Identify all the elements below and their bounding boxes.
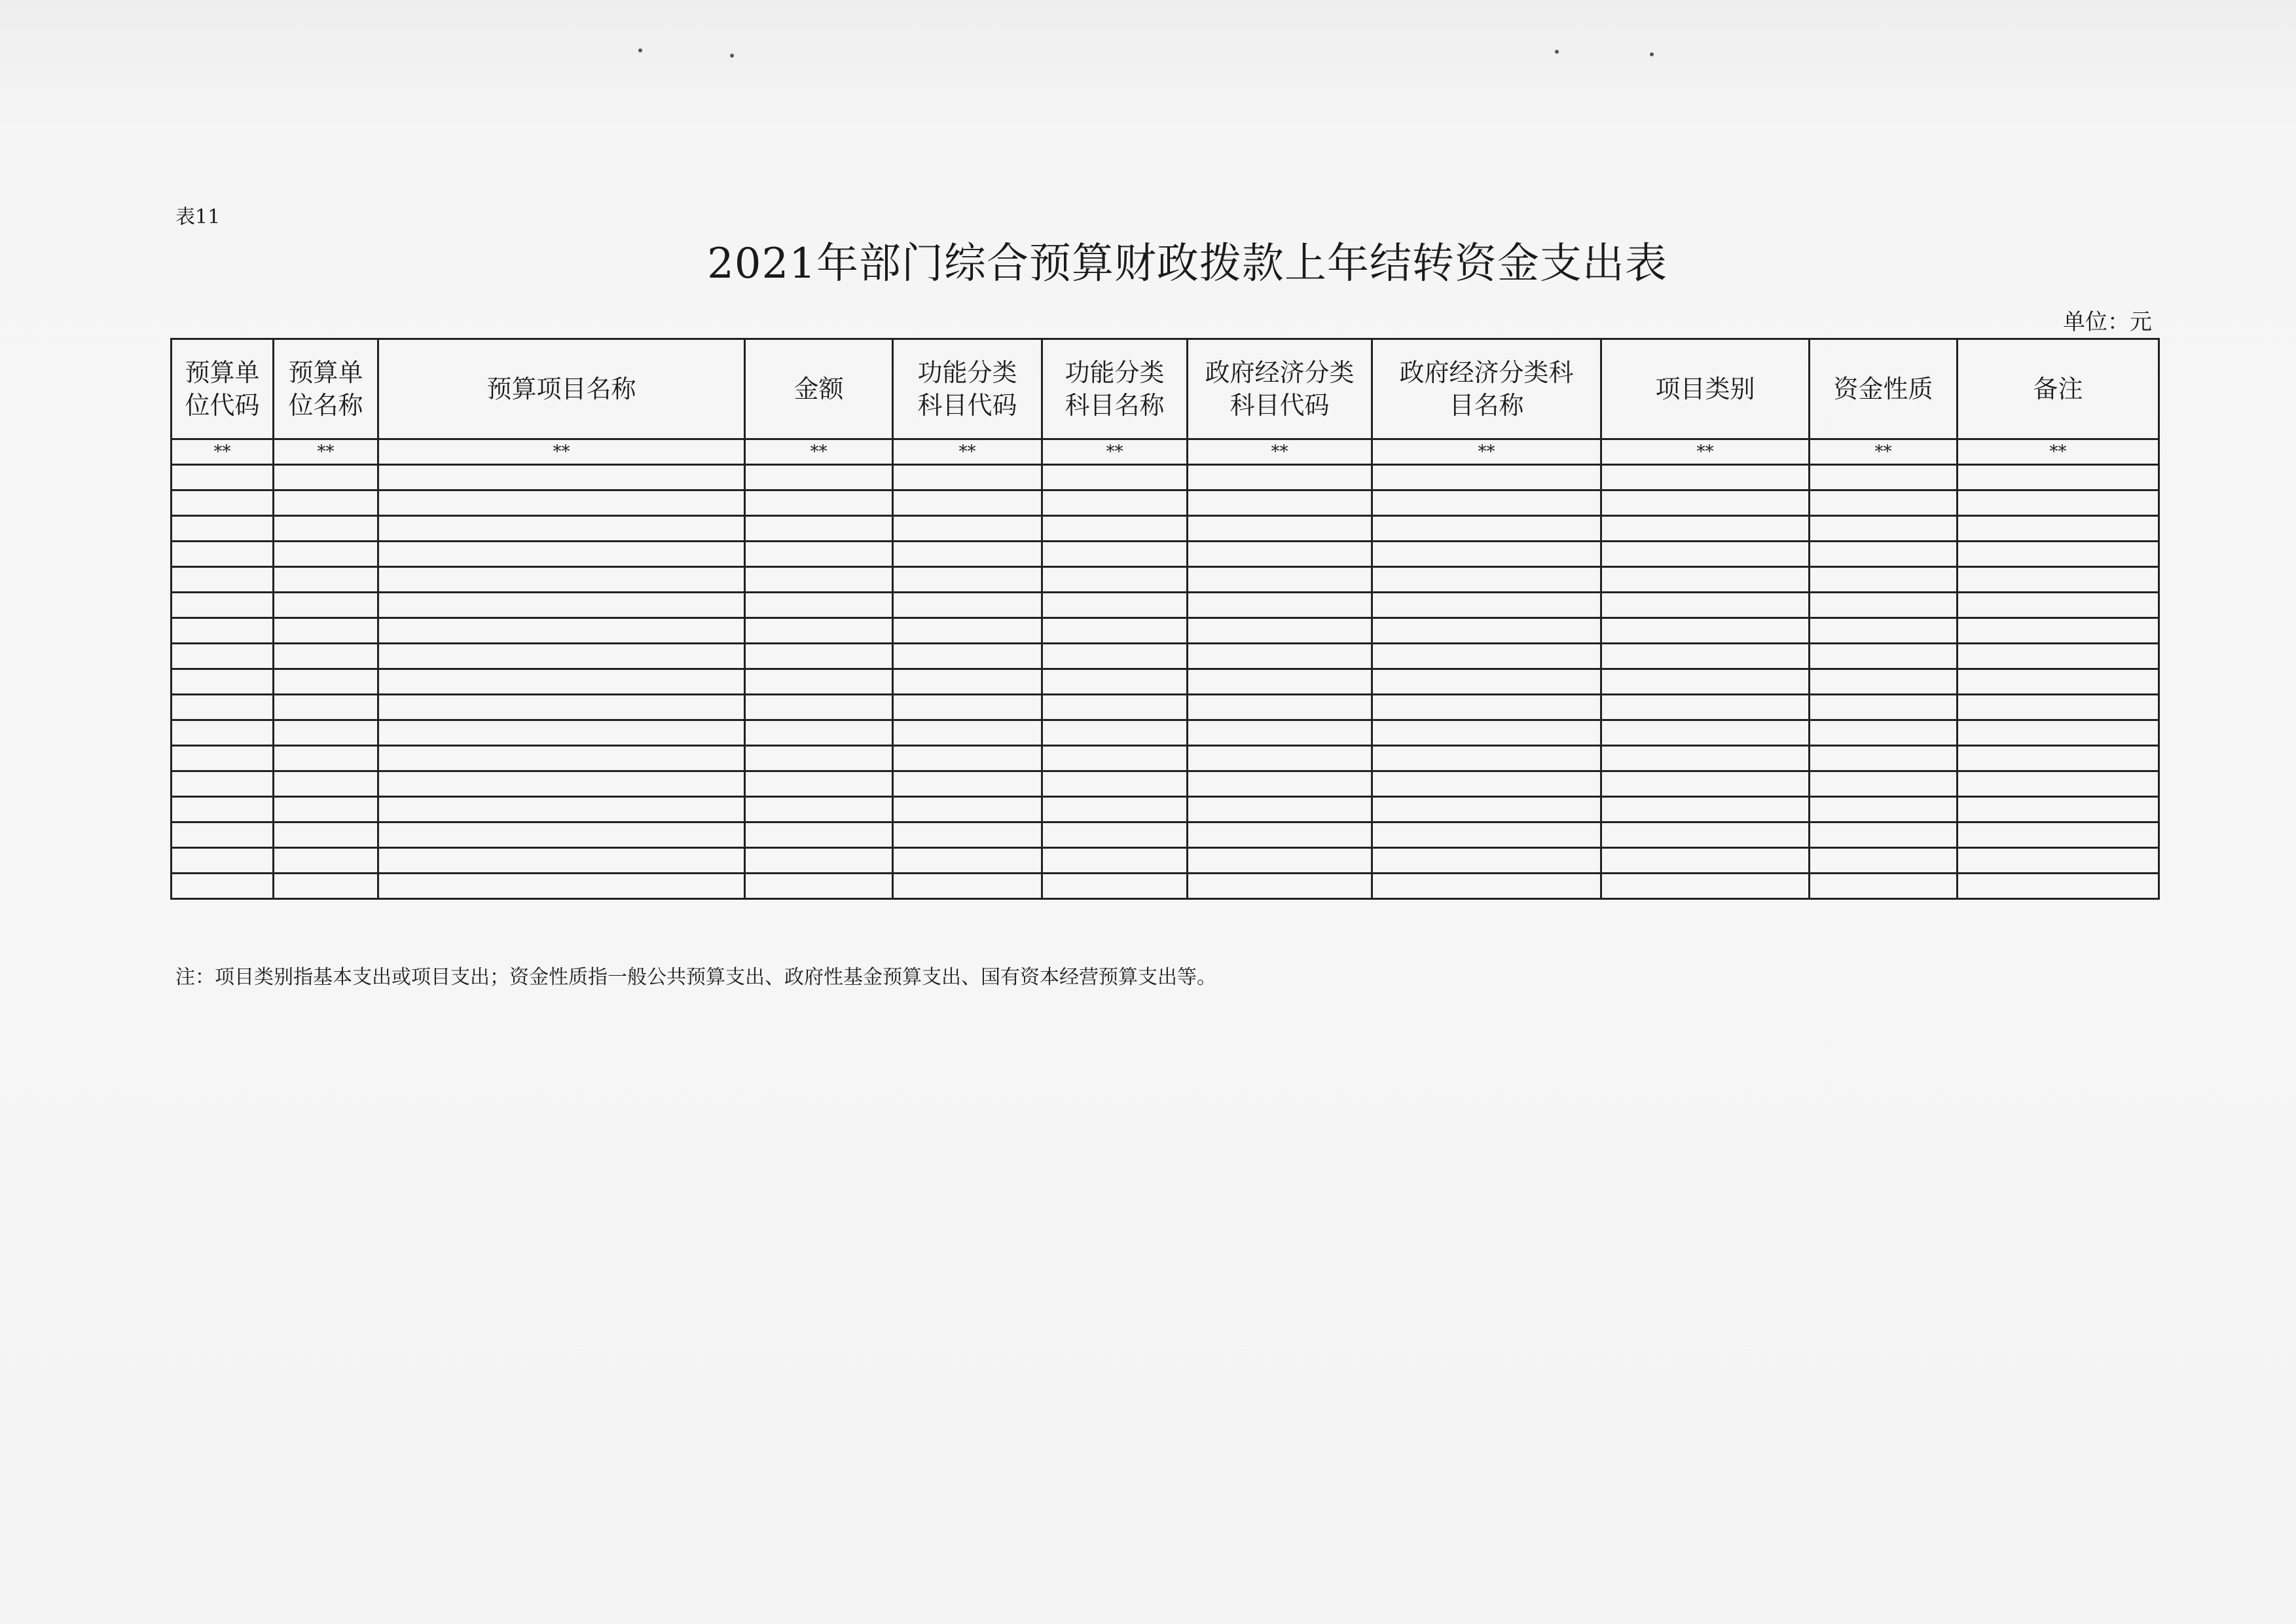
table-cell [893,797,1042,822]
col-header: 资金性质 [1810,339,1958,439]
table-cell: ** [893,439,1042,465]
table-cell [378,644,745,669]
table-cell [274,465,378,490]
table-cell [1042,720,1188,746]
table-cell: ** [1958,439,2159,465]
table-row [172,465,2159,490]
table-cell [893,771,1042,797]
table-cell [1601,746,1810,771]
table-cell [172,874,274,899]
table-row [172,848,2159,874]
table-cell [1958,542,2159,567]
table-cell [1958,669,2159,695]
table-cell [1810,720,1958,746]
table-cell [893,618,1042,644]
table-cell [274,771,378,797]
table-cell [1810,669,1958,695]
table-cell [1810,746,1958,771]
table-cell [1958,567,2159,593]
table-cell [274,542,378,567]
table-cell [378,695,745,720]
table-cell [274,669,378,695]
header-row [172,339,2159,439]
table-cell [1372,797,1601,822]
table-cell [1372,822,1601,848]
table-cell [1372,771,1601,797]
table-cell [1810,771,1958,797]
footnote: 注：项目类别指基本支出或项目支出；资金性质指一般公共预算支出、政府性基金预算支出、国有资本经营预算支出等。 [175,966,1216,989]
table-cell [1188,516,1372,542]
table-cell [1810,567,1958,593]
table-cell [745,720,893,746]
table-cell [1958,848,2159,874]
table-cell: ** [1601,439,1810,465]
table-row [172,874,2159,899]
table-cell [1042,822,1188,848]
table-cell [274,593,378,618]
col-header: 政府经济分类科 目名称 [1372,339,1601,439]
table-cell [172,516,274,542]
table-cell [172,618,274,644]
table-cell: ** [1372,439,1601,465]
table-cell [274,695,378,720]
table-cell [1372,644,1601,669]
table-cell [274,822,378,848]
table-cell [745,644,893,669]
table-cell [172,567,274,593]
table-cell: ** [1810,439,1958,465]
table-cell [1372,490,1601,516]
table-cell [172,771,274,797]
scan-speck [1650,52,1654,56]
table-cell [1601,822,1810,848]
scan-speck [730,54,734,58]
table-cell [1601,669,1810,695]
table-cell [378,593,745,618]
table-cell [1958,490,2159,516]
table-cell [172,490,274,516]
table-cell [1042,516,1188,542]
col-header: 预算项目名称 [378,339,745,439]
table-cell [893,874,1042,899]
table-cell [1042,848,1188,874]
table-cell [1810,695,1958,720]
table-cell [1958,516,2159,542]
table-cell [1188,695,1372,720]
table-cell [1958,695,2159,720]
table-cell [1188,644,1372,669]
table-cell [274,848,378,874]
table-cell [1601,720,1810,746]
table-cell [1958,822,2159,848]
table-cell [1810,593,1958,618]
table-cell [745,797,893,822]
table-cell [274,567,378,593]
table-cell [1810,822,1958,848]
table-cell [1372,695,1601,720]
col-header: 政府经济分类 科目代码 [1188,339,1372,439]
table-cell [378,669,745,695]
table-cell [745,874,893,899]
table-cell [274,516,378,542]
table-cell: ** [745,439,893,465]
page-title: 2021年部门综合预算财政拨款上年结转资金支出表 [707,240,1667,288]
expenditure-table [170,338,2160,900]
table-cell [1958,465,2159,490]
table-cell [172,593,274,618]
table-cell [1601,874,1810,899]
table-cell [1958,720,2159,746]
table-cell [1042,669,1188,695]
table-cell [1042,490,1188,516]
table-row [172,797,2159,822]
table-cell [1042,542,1188,567]
table-cell [1042,618,1188,644]
table-cell [1810,797,1958,822]
table-cell [893,746,1042,771]
table-cell [893,542,1042,567]
table-cell [274,618,378,644]
table-cell [893,822,1042,848]
table-row [172,669,2159,695]
table-cell [1601,542,1810,567]
table-row [172,695,2159,720]
table-cell: ** [274,439,378,465]
table-cell [1372,720,1601,746]
table-cell [378,542,745,567]
table-cell [1042,695,1188,720]
table-cell [274,644,378,669]
table-cell [745,669,893,695]
table-cell [378,490,745,516]
table-cell [1810,874,1958,899]
table-row [172,746,2159,771]
table-cell [378,516,745,542]
table-cell [1810,542,1958,567]
table-cell [893,695,1042,720]
table-cell [745,695,893,720]
table-cell [1372,874,1601,899]
table-number: 表11 [175,206,221,229]
unit-label: 单位：元 [2063,309,2152,335]
table-cell [745,542,893,567]
table-row [172,720,2159,746]
table-cell [1042,746,1188,771]
table-cell [1601,465,1810,490]
table-cell [1958,797,2159,822]
table-cell: ** [1042,439,1188,465]
table-cell [378,822,745,848]
table-cell [745,848,893,874]
table-cell [274,874,378,899]
col-header: 项目类别 [1601,339,1810,439]
table-row [172,822,2159,848]
table-cell [378,465,745,490]
table-cell [1042,465,1188,490]
table-cell [1810,618,1958,644]
table-cell [378,746,745,771]
table-row [172,516,2159,542]
table-cell [172,465,274,490]
table-cell [378,848,745,874]
table-cell [1042,567,1188,593]
table-cell [172,695,274,720]
table-cell [1601,771,1810,797]
table-cell [1810,644,1958,669]
col-header: 金额 [745,339,893,439]
table-row [172,567,2159,593]
table-cell [1188,822,1372,848]
table-cell [1372,746,1601,771]
table-cell [1372,593,1601,618]
col-header: 备注 [1958,339,2159,439]
table-cell [1810,848,1958,874]
table-cell [1188,618,1372,644]
table-cell [274,797,378,822]
table-cell [1188,797,1372,822]
table-cell [745,822,893,848]
table-cell [1958,618,2159,644]
table-cell [1372,465,1601,490]
table-cell [172,542,274,567]
table-cell [745,771,893,797]
table-cell [1958,874,2159,899]
table-cell [1188,567,1372,593]
table-cell [1188,848,1372,874]
table-cell [745,746,893,771]
table-cell [893,644,1042,669]
table-cell [378,567,745,593]
table-cell [274,746,378,771]
table-row [172,593,2159,618]
table-cell: ** [172,439,274,465]
table-cell [1188,490,1372,516]
table-cell [1042,874,1188,899]
table-cell [378,874,745,899]
table-cell [1601,618,1810,644]
table-cell [172,644,274,669]
table-cell [172,746,274,771]
table-cell [893,848,1042,874]
table-cell [1042,644,1188,669]
table-cell [1958,593,2159,618]
table-cell [172,669,274,695]
table-cell [745,465,893,490]
table-cell [1601,567,1810,593]
table-cell [1958,771,2159,797]
table-cell [1188,542,1372,567]
table-cell [1958,644,2159,669]
table-cell [1372,618,1601,644]
table-cell [1188,593,1372,618]
scan-speck [1555,50,1559,54]
table-cell [745,516,893,542]
table-cell [1810,490,1958,516]
table-cell [1042,593,1188,618]
table-cell [1372,567,1601,593]
table-cell [274,720,378,746]
col-header: 功能分类 科目名称 [1042,339,1188,439]
placeholder-row [172,439,2159,465]
table-cell [893,669,1042,695]
table-cell [745,593,893,618]
table-cell [1601,516,1810,542]
table-cell [1372,669,1601,695]
table-cell [378,771,745,797]
table-cell [1188,746,1372,771]
table-cell [172,797,274,822]
table-cell [1188,669,1372,695]
scan-speck [638,48,642,52]
table-cell [172,822,274,848]
table-cell [1372,848,1601,874]
table-cell [893,465,1042,490]
col-header: 功能分类 科目代码 [893,339,1042,439]
table-cell [893,720,1042,746]
table-cell [1958,746,2159,771]
table-cell [1042,771,1188,797]
table-cell [172,848,274,874]
table-cell [1372,542,1601,567]
table-cell [1810,516,1958,542]
table-cell [745,567,893,593]
table-cell [172,720,274,746]
table-row [172,618,2159,644]
table-cell [1188,874,1372,899]
table-row [172,542,2159,567]
col-header: 预算单 位代码 [172,339,274,439]
table-cell [378,720,745,746]
table-cell: ** [378,439,745,465]
table-cell [1601,848,1810,874]
table-cell [745,618,893,644]
table-cell [1042,797,1188,822]
table-cell [1188,720,1372,746]
table-cell [1188,771,1372,797]
table-cell [745,490,893,516]
table-cell [1601,644,1810,669]
table-row [172,644,2159,669]
table-cell [1188,465,1372,490]
table-cell [893,516,1042,542]
table-cell [378,797,745,822]
table-cell [378,618,745,644]
table-cell [1601,797,1810,822]
table-cell [274,490,378,516]
col-header: 预算单 位名称 [274,339,378,439]
table-cell [1601,593,1810,618]
table-row [172,771,2159,797]
table-cell: ** [1188,439,1372,465]
table-row [172,490,2159,516]
table-cell [1810,465,1958,490]
table-cell [1372,516,1601,542]
table-cell [893,567,1042,593]
table-cell [893,490,1042,516]
table-cell [1601,490,1810,516]
table-cell [893,593,1042,618]
table-cell [1601,695,1810,720]
